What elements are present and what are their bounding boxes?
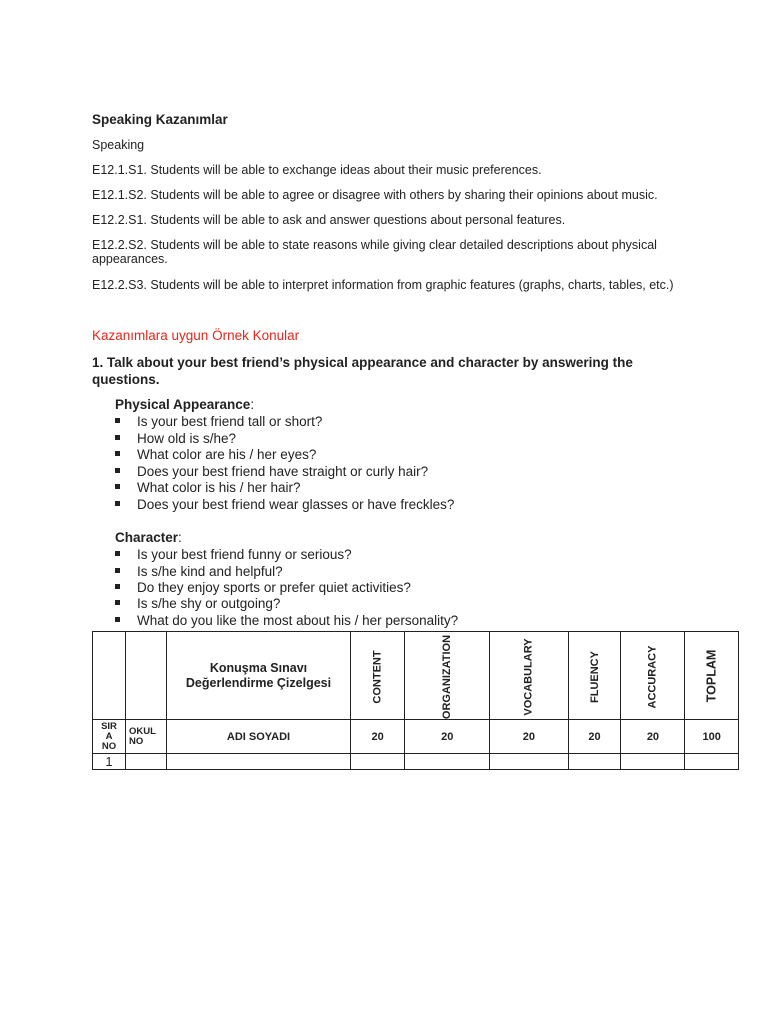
blank-header-cell	[126, 632, 167, 720]
bullet-item: Is your best friend funny or serious?	[115, 547, 352, 562]
bullet-square-icon	[115, 418, 120, 423]
max-score: 20	[490, 720, 568, 754]
max-score: 20	[621, 720, 685, 754]
bullet-square-icon	[115, 617, 120, 622]
col-okul-no: OKUL NO	[126, 720, 167, 754]
name-cell[interactable]	[167, 754, 351, 770]
total-score: 100	[685, 720, 739, 754]
score-cell[interactable]	[405, 754, 490, 770]
bullet-square-icon	[115, 568, 120, 573]
objective-4: E12.2.S2. Students will be able to state reasons while giving clear detailed descriptions about physical appearances.	[92, 238, 657, 266]
character-title: Character:	[115, 530, 182, 545]
table-row	[93, 754, 739, 770]
bullet-item: Is s/he kind and helpful?	[115, 564, 283, 579]
row-number: 1	[93, 754, 126, 770]
max-score: 20	[568, 720, 621, 754]
evaluation-table	[92, 631, 739, 770]
score-cell[interactable]	[621, 754, 685, 770]
subheading: Speaking	[92, 138, 145, 152]
criterion-header: ACCURACY	[621, 632, 685, 720]
table-title: Konuşma Sınavı Değerlendirme Çizelgesi	[167, 632, 351, 720]
bullet-square-icon	[115, 501, 120, 506]
total-cell[interactable]	[685, 754, 739, 770]
col-name: ADI SOYADI	[167, 720, 351, 754]
objective-3: E12.2.S1. Students will be able to ask and answer questions about personal features.	[92, 213, 566, 227]
criterion-header: TOPLAM	[685, 632, 739, 720]
bullet-square-icon	[115, 468, 120, 473]
bullet-square-icon	[115, 435, 120, 440]
criterion-header: ORGANIZATION	[405, 632, 490, 720]
bullet-item: Is s/he shy or outgoing?	[115, 596, 280, 611]
bullet-square-icon	[115, 600, 120, 605]
bullet-square-icon	[115, 484, 120, 489]
objective-2: E12.1.S2. Students will be able to agree or disagree with others by sharing their opinions about music.	[92, 188, 658, 202]
bullet-item: What color are his / her eyes?	[115, 447, 316, 462]
physical-appearance-title: Physical Appearance:	[115, 397, 255, 412]
score-cell[interactable]	[490, 754, 568, 770]
bullet-item: Does your best friend wear glasses or have freckles?	[115, 497, 454, 512]
criterion-header: CONTENT	[351, 632, 405, 720]
bullet-square-icon	[115, 584, 120, 589]
bullet-item: Do they enjoy sports or prefer quiet activities?	[115, 580, 411, 595]
topics-heading: Kazanımlara uygun Örnek Konular	[92, 328, 300, 343]
bullet-item: Does your best friend have straight or curly hair?	[115, 464, 428, 479]
max-score: 20	[405, 720, 490, 754]
bullet-square-icon	[115, 551, 120, 556]
objective-1: E12.1.S1. Students will be able to exchange ideas about their music preferences.	[92, 163, 542, 177]
score-cell[interactable]	[351, 754, 405, 770]
bullet-item: How old is s/he?	[115, 431, 236, 446]
col-sira-no: SIR A NO	[93, 720, 126, 754]
criterion-header: FLUENCY	[568, 632, 621, 720]
bullet-item: What do you like the most about his / her personality?	[115, 613, 458, 628]
blank-header-cell	[93, 632, 126, 720]
question-title: 1. Talk about your best friend’s physical appearance and character by answering the questions.	[92, 355, 633, 387]
criterion-header: VOCABULARY	[490, 632, 568, 720]
score-cell[interactable]	[568, 754, 621, 770]
bullet-square-icon	[115, 451, 120, 456]
okul-no-cell[interactable]	[126, 754, 167, 770]
bullet-item: What color is his / her hair?	[115, 480, 301, 495]
objective-5: E12.2.S3. Students will be able to interpret information from graphic features (graphs, charts, tables, etc.)	[92, 278, 674, 292]
max-score: 20	[351, 720, 405, 754]
bullet-item: Is your best friend tall or short?	[115, 414, 322, 429]
section-heading: Speaking Kazanımlar	[92, 112, 228, 127]
